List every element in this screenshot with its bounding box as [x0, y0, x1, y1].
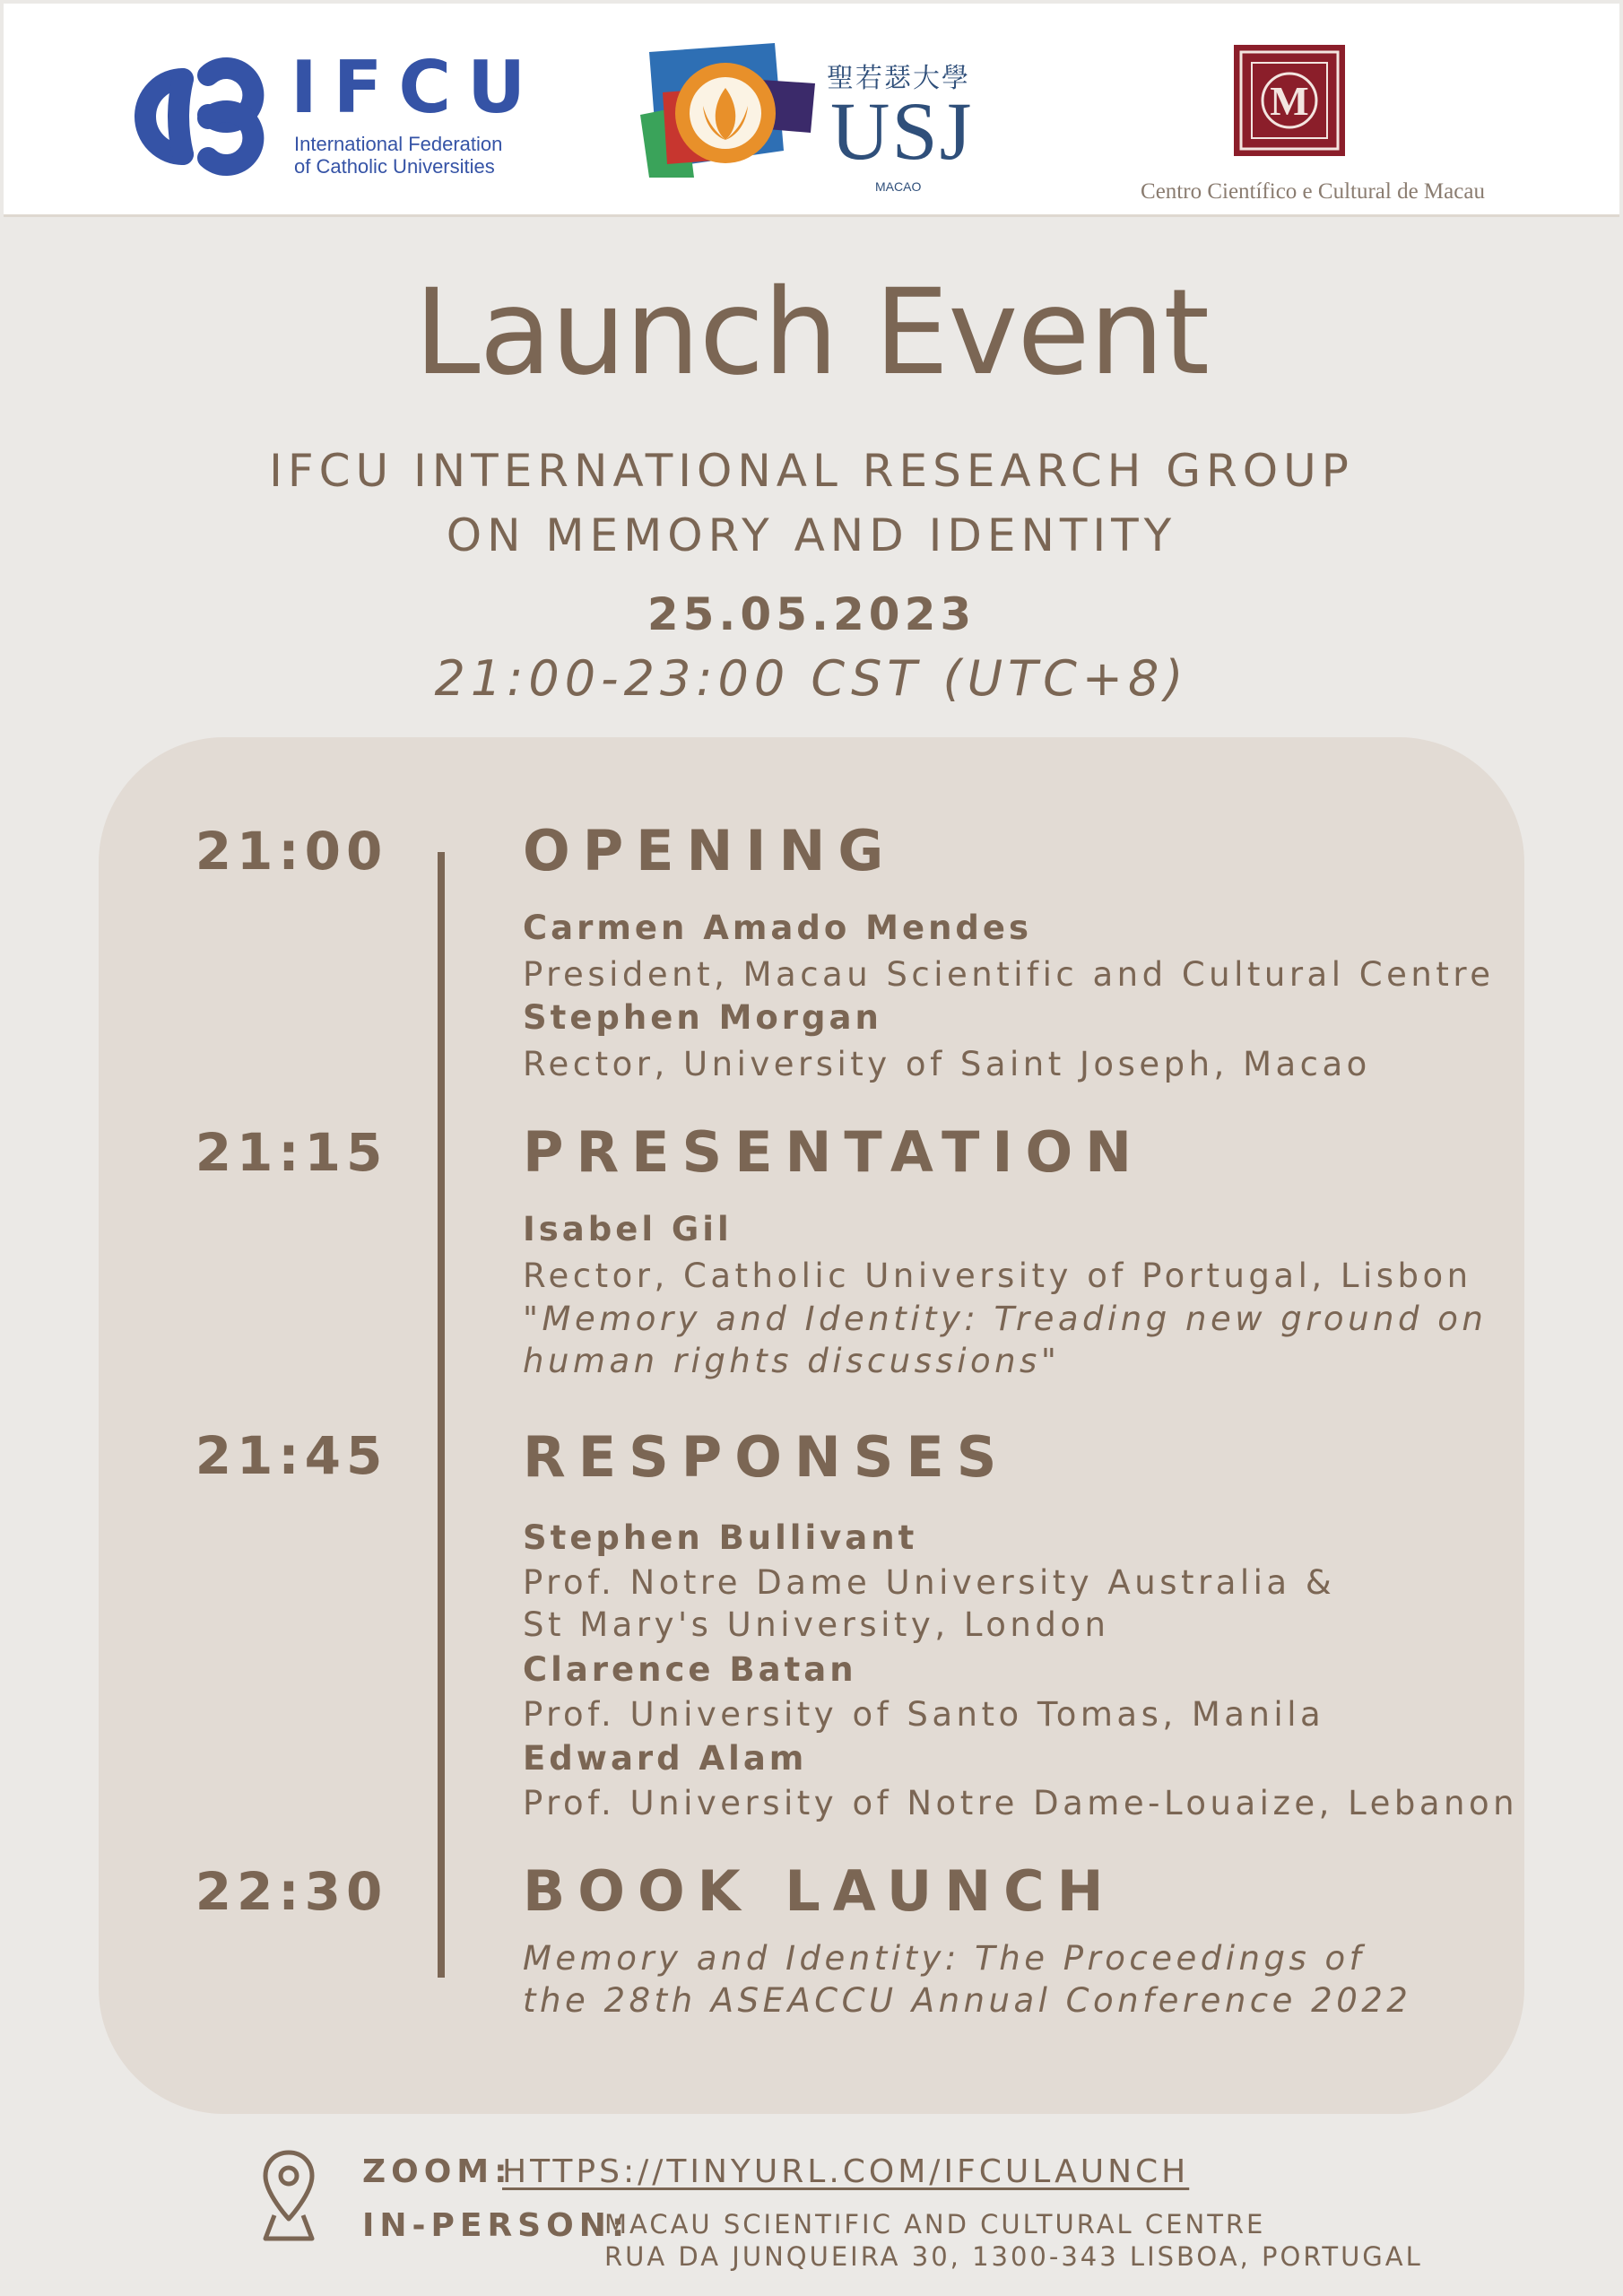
talk-title-line-2: human rights discussions"	[523, 1342, 1061, 1380]
cccm-name: Centro Científico e Cultural de Macau	[1141, 179, 1485, 204]
speaker-role: Rector, Catholic University of Portugal, Lisbon	[523, 1257, 1472, 1295]
subtitle-line-2: ON MEMORY AND IDENTITY	[446, 509, 1177, 561]
program-time-presentation: 21:15	[195, 1122, 388, 1183]
event-time-range: 21:00-23:00 CST (UTC+8)	[434, 650, 1189, 707]
speaker-role: Rector, University of Saint Joseph, Macao	[523, 1045, 1371, 1083]
program-heading-opening: OPENING	[523, 818, 897, 883]
ifcu-fullname	[294, 133, 563, 178]
speaker-name: Clarence Batan	[523, 1650, 857, 1689]
logo-header	[4, 4, 1619, 217]
page-title: Launch Event	[413, 264, 1210, 402]
event-date: 25.05.2023	[647, 588, 976, 640]
timeline-divider	[438, 852, 445, 1978]
ifcu-fullname-line2: of Catholic Universities	[294, 155, 495, 178]
program-heading-book-launch: BOOK LAUNCH	[523, 1858, 1116, 1924]
speaker-name: Stephen Bullivant	[523, 1518, 918, 1557]
program-time-book-launch: 22:30	[195, 1861, 388, 1922]
ifcu-wordmark: IFCU	[291, 46, 542, 129]
program-heading-responses: RESPONSES	[523, 1424, 1010, 1490]
ifcu-emblem-icon	[120, 39, 274, 194]
speaker-role: Prof. University of Notre Dame-Louaize, Lebanon	[523, 1784, 1519, 1822]
zoom-label: ZOOM:	[362, 2153, 513, 2190]
speaker-name: Stephen Morgan	[523, 998, 882, 1037]
cccm-emblem-icon	[1234, 45, 1345, 156]
address-line-1: MACAU SCIENTIFIC AND CULTURAL CENTRE	[604, 2209, 1266, 2239]
usj-wordmark: USJ	[830, 85, 974, 177]
usj-location: MACAO	[875, 179, 922, 194]
program-time-responses: 21:45	[195, 1425, 388, 1486]
speaker-role: President, Macau Scientific and Cultural Centre	[523, 955, 1495, 994]
program-heading-presentation: PRESENTATION	[523, 1119, 1145, 1185]
usj-logo	[640, 43, 999, 204]
in-person-label: IN-PERSON:	[362, 2207, 630, 2244]
program-time-opening: 21:00	[195, 821, 388, 882]
talk-title-line-1: "Memory and Identity: Treading new ground on	[523, 1300, 1488, 1338]
ifcu-fullname-line1: International Federation	[294, 133, 503, 155]
address-line-2: RUA DA JUNQUEIRA 30, 1300-343 LISBOA, PORTUGAL	[604, 2241, 1423, 2272]
location-pin-icon	[260, 2149, 317, 2242]
speaker-role: Prof. University of Santo Tomas, Manila	[523, 1695, 1325, 1734]
subtitle-line-1: IFCU INTERNATIONAL RESEARCH GROUP	[269, 445, 1354, 497]
speaker-role-line-1: Prof. Notre Dame University Australia &	[523, 1563, 1336, 1602]
book-title-line-2: the 28th ASEACCU Annual Conference 2022	[523, 1981, 1412, 2020]
book-title-line-1: Memory and Identity: The Proceedings of	[523, 1939, 1366, 1978]
usj-seal-icon	[640, 43, 820, 187]
svg-text:M: M	[1270, 78, 1309, 124]
speaker-name: Carmen Amado Mendes	[523, 909, 1033, 947]
cccm-logo	[1098, 45, 1528, 206]
zoom-link[interactable]: HTTPS://TINYURL.COM/IFCULAUNCH	[502, 2153, 1190, 2190]
ifcu-logo	[120, 38, 542, 199]
speaker-name: Edward Alam	[523, 1739, 808, 1778]
usj-chinese-name: 聖若瑟大學	[827, 63, 970, 94]
speaker-role-line-2: St Mary's University, London	[523, 1605, 1110, 1644]
speaker-name: Isabel Gil	[523, 1210, 733, 1248]
